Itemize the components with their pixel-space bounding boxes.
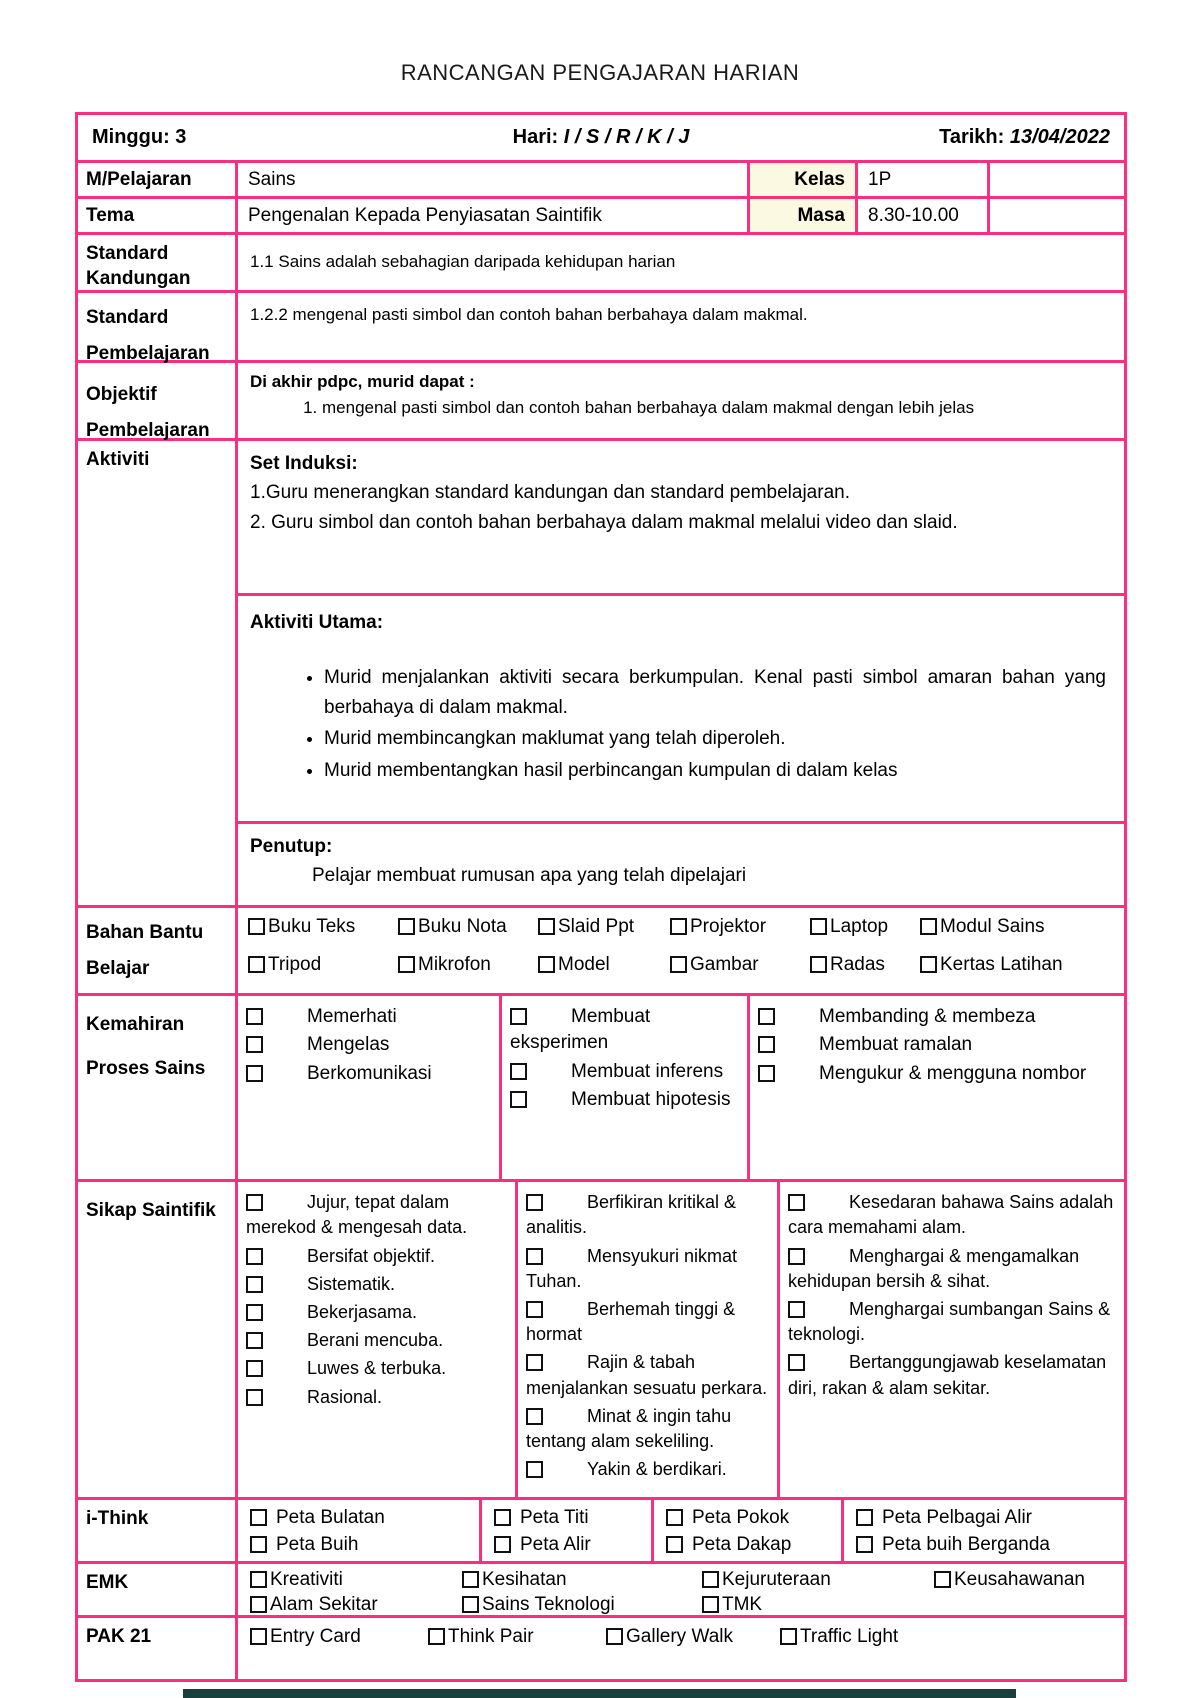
checkbox[interactable] <box>934 1571 951 1588</box>
sikap-option <box>246 1385 509 1410</box>
bahan-option <box>398 916 538 950</box>
standard-pembelajaran-label: Standard Pembelajaran <box>78 293 238 360</box>
tema-value: Pengenalan Kepada Penyiasatan Saintifik <box>238 199 750 232</box>
set-induksi-lines <box>250 478 1112 537</box>
checkbox[interactable] <box>666 1536 683 1553</box>
checkbox-label: Mengelas <box>307 1034 390 1056</box>
penutup-title: Penutup: <box>250 836 333 857</box>
checkbox-label: Membuat hipotesis <box>571 1088 731 1110</box>
checkbox[interactable] <box>758 1065 775 1082</box>
checkbox[interactable] <box>510 1063 527 1080</box>
checkbox-label: Kertas Latihan <box>940 953 1063 975</box>
ithink-col-3 <box>654 1500 844 1561</box>
pak21-option <box>250 1626 428 1675</box>
checkbox-label: Gallery Walk <box>626 1626 733 1648</box>
emk-option <box>702 1594 934 1616</box>
checkbox-label: Rajin & tabah menjalankan sesuatu perkara. <box>526 1352 768 1398</box>
emk-option <box>462 1569 702 1591</box>
row-bahan-bantu <box>78 905 1124 993</box>
sikap-option <box>246 1272 509 1297</box>
checkbox[interactable] <box>246 1360 263 1377</box>
checkbox-label: Slaid Ppt <box>558 916 635 937</box>
checkbox[interactable] <box>462 1571 479 1588</box>
ithink-option <box>856 1507 1120 1529</box>
emk-options <box>238 1564 1124 1615</box>
checkbox[interactable] <box>462 1596 479 1613</box>
checkbox-label: Tripod <box>268 953 322 975</box>
bahan-option <box>920 916 1118 950</box>
kemahiran-option <box>246 1032 493 1058</box>
row-objektif <box>78 360 1124 442</box>
kemahiran-col-3 <box>750 996 1124 1179</box>
checkbox-label: Memerhati <box>307 1006 397 1028</box>
checkbox[interactable] <box>538 956 555 973</box>
checkbox[interactable] <box>250 1571 267 1588</box>
checkbox[interactable] <box>250 1628 267 1645</box>
row-tema <box>78 196 1124 232</box>
set-induksi-title: Set Induksi: <box>250 453 358 474</box>
row-standard-pembelajaran <box>78 290 1124 365</box>
checkbox[interactable] <box>810 918 827 935</box>
checkbox[interactable] <box>510 1091 527 1108</box>
checkbox-label: Traffic Light <box>800 1626 899 1648</box>
penutup-cell <box>238 821 1124 905</box>
sikap-option <box>246 1190 509 1240</box>
checkbox-label: Membuat ramalan <box>819 1034 973 1056</box>
kemahiran-option <box>246 1004 493 1030</box>
bahan-option <box>248 954 398 988</box>
checkbox-label: Keusahawanan <box>954 1569 1085 1591</box>
checkbox[interactable] <box>250 1509 267 1526</box>
kemahiran-option <box>510 1059 741 1085</box>
hari-label: Hari: <box>512 126 559 148</box>
aktiviti-utama-title: Aktiviti Utama: <box>250 612 384 633</box>
kemahiran-label: Kemahiran Proses Sains <box>78 996 238 1179</box>
checkbox-label: Peta Dakap <box>692 1534 792 1556</box>
document-title: RANCANGAN PENGAJARAN HARIAN <box>400 60 800 85</box>
checkbox-label: Membuat eksperimen <box>510 1006 651 1054</box>
kemahiran-col-1 <box>238 996 502 1179</box>
sikap-option <box>526 1350 771 1400</box>
checkbox-label: Menghargai & mengamalkan kehidupan bersih & sihat. <box>788 1245 1080 1291</box>
minggu-text: Minggu: 3 <box>92 126 187 148</box>
ithink-option <box>250 1534 475 1556</box>
ithink-option <box>494 1534 647 1556</box>
sikap-option <box>526 1404 771 1454</box>
sikap-option <box>246 1328 509 1353</box>
checkbox[interactable] <box>526 1408 543 1425</box>
checkbox[interactable] <box>780 1628 797 1645</box>
checkbox[interactable] <box>788 1248 805 1265</box>
checkbox-label: Sistematik. <box>307 1273 396 1294</box>
bahan-option <box>670 916 810 950</box>
row-mpelajaran <box>78 160 1124 196</box>
emk-option <box>250 1569 462 1591</box>
checkbox-label: Entry Card <box>270 1626 361 1648</box>
kemahiran-option <box>758 1004 1118 1030</box>
mpelajaran-label: M/Pelajaran <box>78 163 238 196</box>
checkbox[interactable] <box>758 1008 775 1025</box>
checkbox-label: Modul Sains <box>940 916 1045 937</box>
bahan-bantu-label: Bahan Bantu Belajar <box>78 908 238 993</box>
checkbox-label: Alam Sekitar <box>270 1594 378 1616</box>
checkbox[interactable] <box>788 1301 805 1318</box>
row-emk <box>78 1561 1124 1615</box>
checkbox-label: Jujur, tepat dalam merekod & mengesah data. <box>246 1192 468 1238</box>
masa-value: 8.30-10.00 <box>858 199 990 232</box>
ithink-option <box>666 1507 837 1529</box>
bahan-option <box>538 954 670 988</box>
emk-option <box>250 1594 462 1616</box>
sikap-col-1 <box>238 1182 518 1497</box>
bahan-bantu-options <box>238 908 1124 993</box>
ithink-option <box>666 1534 837 1556</box>
checkbox-label: Minat & ingin tahu tentang alam sekeliling. <box>526 1405 732 1451</box>
tarikh-text <box>789 126 1124 149</box>
checkbox[interactable] <box>246 1194 263 1211</box>
checkbox[interactable] <box>246 1276 263 1293</box>
sikap-label: Sikap Saintifik <box>78 1182 238 1497</box>
tema-label: Tema <box>78 199 238 232</box>
checkbox[interactable] <box>246 1065 263 1082</box>
row-kemahiran <box>78 993 1124 1179</box>
checkbox[interactable] <box>246 1008 263 1025</box>
bahan-option <box>670 954 810 988</box>
checkbox[interactable] <box>758 1036 775 1053</box>
bahan-option <box>538 916 670 950</box>
masa-label: Masa <box>750 199 858 232</box>
checkbox[interactable] <box>246 1304 263 1321</box>
checkbox-label: Peta Bulatan <box>276 1507 385 1529</box>
checkbox-label: Kesedaran bahawa Sains adalah cara memahami alam. <box>788 1192 1114 1238</box>
checkbox-label: Berkomunikasi <box>307 1062 432 1084</box>
checkbox-label: Membuat inferens <box>571 1060 724 1082</box>
objektif-intro: Di akhir pdpc, murid dapat : <box>250 372 475 391</box>
checkbox[interactable] <box>494 1536 511 1553</box>
checkbox[interactable] <box>670 956 687 973</box>
sikap-option <box>526 1244 771 1294</box>
checkbox[interactable] <box>670 918 687 935</box>
checkbox-label: Peta Pelbagai Alir <box>882 1507 1032 1529</box>
kemahiran-option <box>758 1061 1118 1087</box>
ithink-label: i-Think <box>78 1500 238 1561</box>
checkbox[interactable] <box>920 956 937 973</box>
checkbox-label: Radas <box>830 953 885 975</box>
checkbox-label: Berfikiran kritikal & analitis. <box>526 1192 737 1238</box>
emk-option <box>462 1594 702 1616</box>
checkbox-label: Buku Teks <box>268 916 356 937</box>
sikap-option <box>526 1190 771 1240</box>
aktiviti-utama-bullet: • Murid menjalankan aktiviti secara berkumpulan. Kenal pasti simbol amaran bahan yang berbahaya di dalam makmal. <box>324 663 1112 722</box>
emk-label: EMK <box>78 1564 238 1615</box>
checkbox-label: Berhemah tinggi & hormat <box>526 1298 736 1345</box>
checkbox[interactable] <box>788 1194 805 1211</box>
checkbox-label: Mengukur & mengguna nombor <box>819 1062 1087 1084</box>
hari-text <box>413 126 790 149</box>
checkbox[interactable] <box>856 1509 873 1526</box>
checkbox-label: Peta Pokok <box>692 1507 790 1529</box>
checkbox-label: Think Pair <box>448 1626 534 1648</box>
checkbox-label: Gambar <box>690 953 759 975</box>
checkbox[interactable] <box>246 1332 263 1349</box>
checkbox[interactable] <box>702 1596 719 1613</box>
tarikh-value: 13/04/2022 <box>1009 126 1110 148</box>
pak21-label: PAK 21 <box>78 1618 238 1679</box>
checkbox[interactable] <box>606 1628 623 1645</box>
sikap-col-3 <box>780 1182 1124 1497</box>
checkbox-label: Peta Buih <box>276 1534 359 1556</box>
checkbox[interactable] <box>810 956 827 973</box>
checkbox-label: TMK <box>722 1594 763 1616</box>
checkbox[interactable] <box>250 1536 267 1553</box>
checkbox-label: Buku Nota <box>418 916 507 937</box>
bahan-option <box>920 954 1118 988</box>
set-induksi-line: 2. Guru simbol dan contoh bahan berbahaya dalam makmal melalui video dan slaid. <box>250 511 958 533</box>
ithink-col-4 <box>844 1500 1124 1561</box>
row-sikap <box>78 1179 1124 1497</box>
checkbox-label: Bekerjasama. <box>307 1301 418 1322</box>
row-standard-kandungan <box>78 232 1124 290</box>
bahan-option <box>248 916 398 950</box>
checkbox[interactable] <box>526 1354 543 1371</box>
sikap-col-2 <box>518 1182 780 1497</box>
checkbox[interactable] <box>788 1354 805 1371</box>
aktiviti-utama-bullet: • Murid membentangkan hasil perbincangan kumpulan di dalam kelas <box>324 756 1112 785</box>
penutup-text: Pelajar membuat rumusan apa yang telah dipelajari <box>312 865 747 887</box>
bottom-dark-bar <box>183 1689 1016 1698</box>
checkbox[interactable] <box>526 1461 543 1478</box>
checkbox[interactable] <box>494 1509 511 1526</box>
checkbox[interactable] <box>666 1509 683 1526</box>
checkbox-label: Mikrofon <box>418 953 491 975</box>
standard-kandungan-label: Standard Kandungan <box>78 235 238 290</box>
checkbox-label: Model <box>558 953 610 975</box>
kelas-value: 1P <box>858 163 990 196</box>
checkbox-label: Membanding & membeza <box>819 1006 1036 1028</box>
checkbox[interactable] <box>510 1008 527 1025</box>
checkbox-label: Peta Alir <box>520 1534 591 1556</box>
sikap-option <box>788 1297 1118 1347</box>
checkbox-label: Kesihatan <box>482 1569 567 1591</box>
checkbox-label: Kreativiti <box>270 1569 343 1591</box>
lesson-plan-table <box>75 112 1127 1682</box>
checkbox-label: Peta Titi <box>520 1507 589 1529</box>
row-pak21 <box>78 1615 1124 1679</box>
checkbox-label: Bersifat objektif. <box>307 1245 436 1266</box>
checkbox[interactable] <box>398 918 415 935</box>
sikap-option <box>526 1297 771 1347</box>
ithink-col-2 <box>482 1500 654 1561</box>
checkbox[interactable] <box>538 918 555 935</box>
objektif-item: 1. mengenal pasti simbol dan contoh bahan berbahaya dalam makmal dengan lebih jelas <box>322 395 1112 421</box>
kemahiran-option <box>510 1004 741 1056</box>
sikap-option <box>788 1190 1118 1240</box>
checkbox[interactable] <box>248 956 265 973</box>
checkbox-label: Rasional. <box>307 1386 383 1407</box>
checkbox-label: Sains Teknologi <box>482 1594 615 1616</box>
objektif-list <box>250 395 1112 421</box>
checkbox[interactable] <box>398 956 415 973</box>
ithink-option <box>494 1507 647 1529</box>
sikap-option <box>246 1356 509 1381</box>
emk-option <box>934 1569 1120 1591</box>
set-induksi-cell <box>238 441 1124 593</box>
row-ithink <box>78 1497 1124 1561</box>
sikap-option <box>526 1457 771 1482</box>
pak21-option <box>606 1626 780 1675</box>
checkbox[interactable] <box>246 1389 263 1406</box>
checkbox[interactable] <box>248 918 265 935</box>
row-header <box>78 115 1124 160</box>
checkbox[interactable] <box>856 1536 873 1553</box>
checkbox[interactable] <box>428 1628 445 1645</box>
checkbox[interactable] <box>246 1036 263 1053</box>
ithink-option <box>250 1507 475 1529</box>
sikap-option <box>246 1244 509 1269</box>
sikap-option <box>788 1350 1118 1400</box>
kemahiran-option <box>510 1087 741 1113</box>
checkbox-label: Laptop <box>830 916 889 937</box>
ithink-option <box>856 1534 1120 1556</box>
aktiviti-utama-list <box>250 663 1112 785</box>
set-induksi-line: 1.Guru menerangkan standard kandungan dan standard pembelajaran. <box>250 482 850 504</box>
checkbox-label: Yakin & berdikari. <box>587 1459 727 1480</box>
checkbox-label: Projektor <box>690 916 767 937</box>
tarikh-label: Tarikh: <box>939 126 1005 148</box>
checkbox[interactable] <box>526 1248 543 1265</box>
kemahiran-col-2 <box>502 996 750 1179</box>
checkbox-label: Kejuruteraan <box>722 1569 831 1591</box>
checkbox-label: Peta buih Berganda <box>882 1534 1050 1556</box>
bahan-option <box>810 954 920 988</box>
kemahiran-option <box>758 1032 1118 1058</box>
bahan-option <box>810 916 920 950</box>
kemahiran-option <box>246 1061 493 1087</box>
kelas-label: Kelas <box>750 163 858 196</box>
checkbox[interactable] <box>920 918 937 935</box>
mpelajaran-value: Sains <box>238 163 750 196</box>
sikap-option <box>788 1244 1118 1294</box>
emk-option <box>702 1569 934 1591</box>
checkbox-label: Mensyukuri nikmat Tuhan. <box>526 1245 738 1291</box>
aktiviti-utama-bullet: • Murid membincangkan maklumat yang telah diperoleh. <box>324 724 1112 753</box>
objektif-label: Objektif Pembelajaran <box>78 363 238 438</box>
pak21-options <box>238 1618 1124 1679</box>
checkbox-label: Berani mencuba. <box>307 1330 444 1351</box>
checkbox-label: Bertanggungjawab keselamatan diri, rakan & alam sekitar. <box>788 1352 1107 1398</box>
checkbox[interactable] <box>526 1301 543 1318</box>
pak21-option <box>780 1626 1120 1675</box>
pak21-option <box>428 1626 606 1675</box>
standard-kandungan-text: 1.1 Sains adalah sebahagian daripada kehidupan harian <box>250 252 676 272</box>
checkbox-label: Luwes & terbuka. <box>307 1358 447 1379</box>
masa-empty-cell <box>990 199 1124 232</box>
kelas-empty-cell <box>990 163 1124 196</box>
ithink-col-1 <box>238 1500 482 1561</box>
sikap-option <box>246 1300 509 1325</box>
checkbox[interactable] <box>250 1596 267 1613</box>
bahan-option <box>398 954 538 988</box>
checkbox-label: Menghargai sumbangan Sains & teknologi. <box>788 1298 1111 1345</box>
hari-value: I / S / R / K / J <box>563 126 690 148</box>
checkbox[interactable] <box>526 1194 543 1211</box>
checkbox[interactable] <box>702 1571 719 1588</box>
checkbox[interactable] <box>246 1248 263 1265</box>
aktiviti-label: Aktiviti <box>78 441 238 905</box>
standard-pembelajaran-text: 1.2.2 mengenal pasti simbol dan contoh bahan berbahaya dalam makmal. <box>250 305 808 324</box>
aktiviti-utama-cell <box>238 593 1124 821</box>
row-aktiviti <box>78 438 1124 905</box>
